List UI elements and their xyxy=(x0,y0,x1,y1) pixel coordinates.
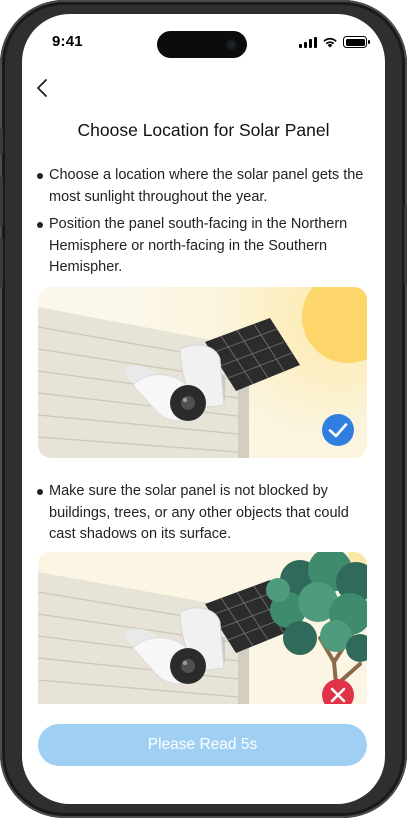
status-icons xyxy=(299,36,367,48)
back-button[interactable] xyxy=(32,74,62,104)
chevron-left-icon xyxy=(32,74,62,104)
app-screen xyxy=(22,14,385,804)
page-title: Choose Location for Solar Panel xyxy=(77,120,330,140)
blocked-placement-illustration xyxy=(38,552,367,704)
battery-icon xyxy=(343,36,367,48)
tip-orientation: Position the panel south-facing in the Northern Hemisphere or north-facing in the Southern Hemispher. xyxy=(36,214,372,279)
action-button xyxy=(0,128,3,154)
status-time: 9:41 xyxy=(52,33,83,50)
status-bar xyxy=(22,14,385,64)
correct-placement-illustration xyxy=(38,287,367,458)
tip-sunlight: Choose a location where the solar panel gets the most sunlight throughout the year. xyxy=(36,165,372,208)
wifi-icon xyxy=(322,37,338,48)
tip-no-obstruction: Make sure the solar panel is not blocked by buildings, trees, or any other objects that could cast shadows on its surface. xyxy=(36,481,372,546)
dynamic-island xyxy=(157,31,247,58)
check-circle-icon xyxy=(322,414,354,446)
please-read-button[interactable]: Please Read 5s xyxy=(38,724,367,766)
front-camera-icon xyxy=(226,39,237,50)
volume-down-button xyxy=(0,238,3,288)
volume-up-button xyxy=(0,176,3,226)
home-indicator xyxy=(134,790,274,795)
signal-icon xyxy=(299,37,317,48)
